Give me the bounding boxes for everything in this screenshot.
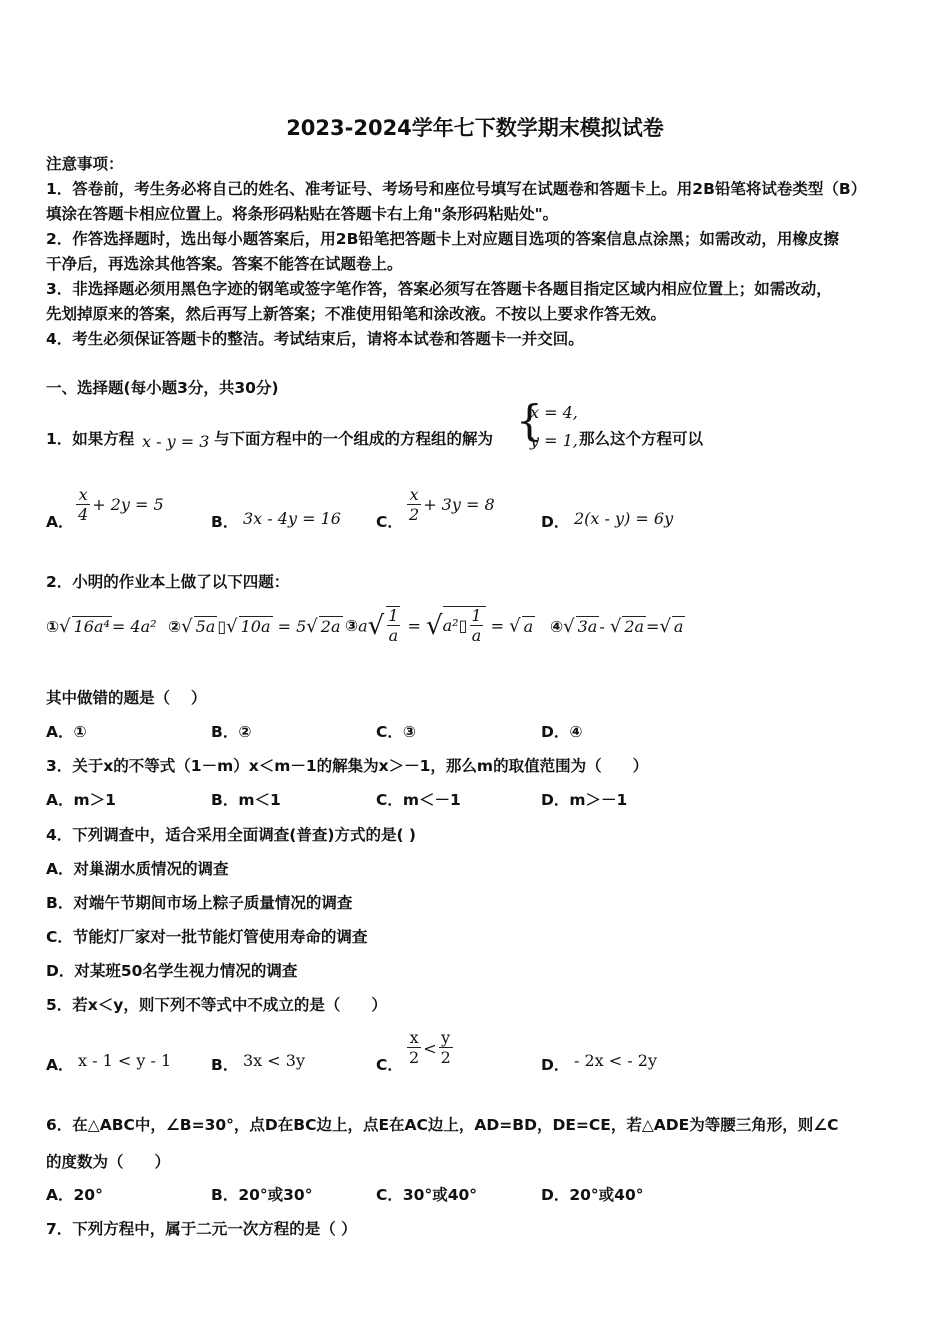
q1-system-line2: y = 1, [530,431,578,450]
circled-number: ② [168,618,182,636]
fraction-denominator: a [388,626,399,645]
option: B．20°或30° [211,1186,313,1204]
option: C．③ [376,723,416,741]
page-title: 2023-2024学年七下数学期末模拟试卷 [286,116,664,140]
q2-item-1 [46,616,157,637]
notice-line: 3．非选择题必须用黑色字迹的钢笔或签字笔作答，答案必须写在答题卡各题目指定区域内相应位置上；如需改动， [46,280,832,298]
option-label: B． [211,1056,239,1074]
result: = 5 [277,617,307,636]
q5-option-d: - 2x < - 2y [574,1051,657,1070]
q1-system-line1: x = 4, [530,403,578,422]
radical-sign: √ [509,615,521,637]
radicand: 3a [577,617,598,636]
fraction-numerator: x [409,485,419,504]
circled-number: ③ [345,617,359,635]
option-label: A． [46,1056,74,1074]
radical-sign: √ [367,611,385,641]
q5-option-b: 3x < 3y [243,1051,305,1070]
radical-sign: √ [426,611,443,641]
radicand: 5a [195,617,216,636]
q1-option-a-rest: + 2y = 5 [92,495,164,514]
fraction-numerator: 1 [471,606,482,625]
fraction-numerator: x [78,485,88,504]
radical-sign: √ [59,616,71,637]
option: B．m＜1 [211,791,281,809]
option: A．对巢湖水质情况的调查 [46,860,229,878]
fraction-denominator: 2 [409,1048,420,1067]
option: C．节能灯厂家对一批节能灯管使用寿命的调查 [46,928,368,946]
radical-sign: √ [659,616,671,637]
option: D．对某班50名学生视力情况的调查 [46,962,298,980]
option: A．20° [46,1186,103,1204]
q6-text: 6．在△ABC中，∠B=30°，点D在BC边上，点E在AC边上，AD=BD，DE=CE，若△ADE为等腰三角形，则∠C [46,1116,839,1134]
q3-text: 3．关于x的不等式（1－m）x＜m－1的解集为x＞－1，那么m的取值范围为（ ） [46,757,649,775]
q1-option-c [405,486,495,525]
fraction-denominator: 2 [440,1048,451,1067]
fraction-denominator: 2 [409,505,420,524]
radicand: a²▯ [442,616,468,635]
option: C．30°或40° [376,1186,478,1204]
equals: = [646,617,660,636]
notice-line: 干净后，再选涂其他答案。答案不能答在试题卷上。 [46,255,403,273]
option-label: C． [376,513,403,531]
q1-option-d: 2(x - y) = 6y [574,509,674,528]
fraction-denominator: 4 [78,505,89,524]
q1-option-c-rest: + 3y = 8 [423,495,495,514]
fraction-denominator: a [471,626,482,645]
q2-question: 其中做错的题是（ ） [46,689,207,707]
fraction-numerator: y [441,1028,451,1047]
q2-item-4 [550,616,685,637]
radicand: 16a⁴ [73,617,110,636]
radical-sign: √ [609,616,622,637]
q2-text: 2．小明的作业本上做了以下四题： [46,573,290,591]
q7-text: 7．下列方程中，属于二元一次方程的是（ ） [46,1220,357,1238]
radical-sign: √ [226,616,238,637]
system-brace: { [516,396,543,445]
q5-option-a: x - 1 < y - 1 [78,1051,172,1070]
option-label: D． [541,1056,570,1074]
q2-item-3 [345,606,535,646]
notice-line: 2．作答选择题时，选出每小题答案后，用2B铅笔把答题卡上对应题目选项的答案信息点涂黑；如需改动，用橡皮擦 [46,230,839,248]
q1-option-b: 3x - 4y = 16 [243,509,341,528]
q1-suffix: 那么这个方程可以 [579,430,704,448]
option: C．m＜－1 [376,791,461,809]
radicand: 2a [624,617,645,636]
option: D．m＞－1 [541,791,628,809]
dot: ▯ [217,617,227,636]
option: B．对端午节期间市场上粽子质量情况的调查 [46,894,353,912]
minus: - [599,617,605,636]
option-label: A． [46,513,74,531]
notice-heading: 注意事项： [46,155,124,173]
option-label: C． [376,1056,403,1074]
result: = 4a² [111,617,157,636]
notice-line: 1．答卷前，考生务必将自己的姓名、准考证号、考场号和座位号填写在试题卷和答题卡上。用2B铅笔将试卷类型（B） [46,180,867,198]
q6-text-cont: 的度数为（ ） [46,1153,171,1171]
option: A．m＞1 [46,791,116,809]
notice-line: 4．考生必须保证答题卡的整洁。考试结束后，请将本试卷和答题卡一并交回。 [46,330,584,348]
fraction-numerator: x [409,1028,419,1047]
option-label: D． [541,513,570,531]
circled-number: ④ [550,618,564,636]
section-heading: 一、选择题(每小题3分，共30分) [46,379,279,397]
circled-number: ① [46,618,60,636]
notice-line: 填涂在答题卡相应位置上。将条形码粘贴在答题卡右上角"条形码粘贴处"。 [46,205,559,223]
option: D．20°或40° [541,1186,644,1204]
less-than: < [423,1039,437,1058]
q1-middle: 与下面方程中的一个组成的方程组的解为 [214,430,494,448]
option: B．② [211,723,252,741]
coefficient: a [358,616,368,636]
radicand: a [673,617,684,636]
q2-item-2 [168,616,343,637]
option: A．① [46,723,87,741]
q1-prefix: 1．如果方程 [46,430,135,448]
option: D．④ [541,723,583,741]
q5-option-c [405,1029,455,1068]
q5-text: 5．若x＜y，则下列不等式中不成立的是（ ） [46,996,387,1014]
option-label: B． [211,513,239,531]
q1-equation: x - y = 3 [142,432,210,451]
radicand: 2a [320,617,341,636]
q1-option-a [74,486,164,525]
notice-line: 先划掉原来的答案，然后再写上新答案；不准使用铅笔和涂改液。不按以上要求作答无效。 [46,305,667,323]
fraction-numerator: 1 [388,606,399,625]
q4-text: 4．下列调查中，适合采用全面调查(普查)方式的是( ) [46,826,417,844]
equals: = [490,616,505,636]
radicand: 10a [240,617,271,636]
equals: = [407,616,421,636]
radicand: a [523,616,534,636]
radical-sign: √ [306,616,318,637]
radical-sign: √ [181,616,193,637]
radical-sign: √ [563,616,575,637]
